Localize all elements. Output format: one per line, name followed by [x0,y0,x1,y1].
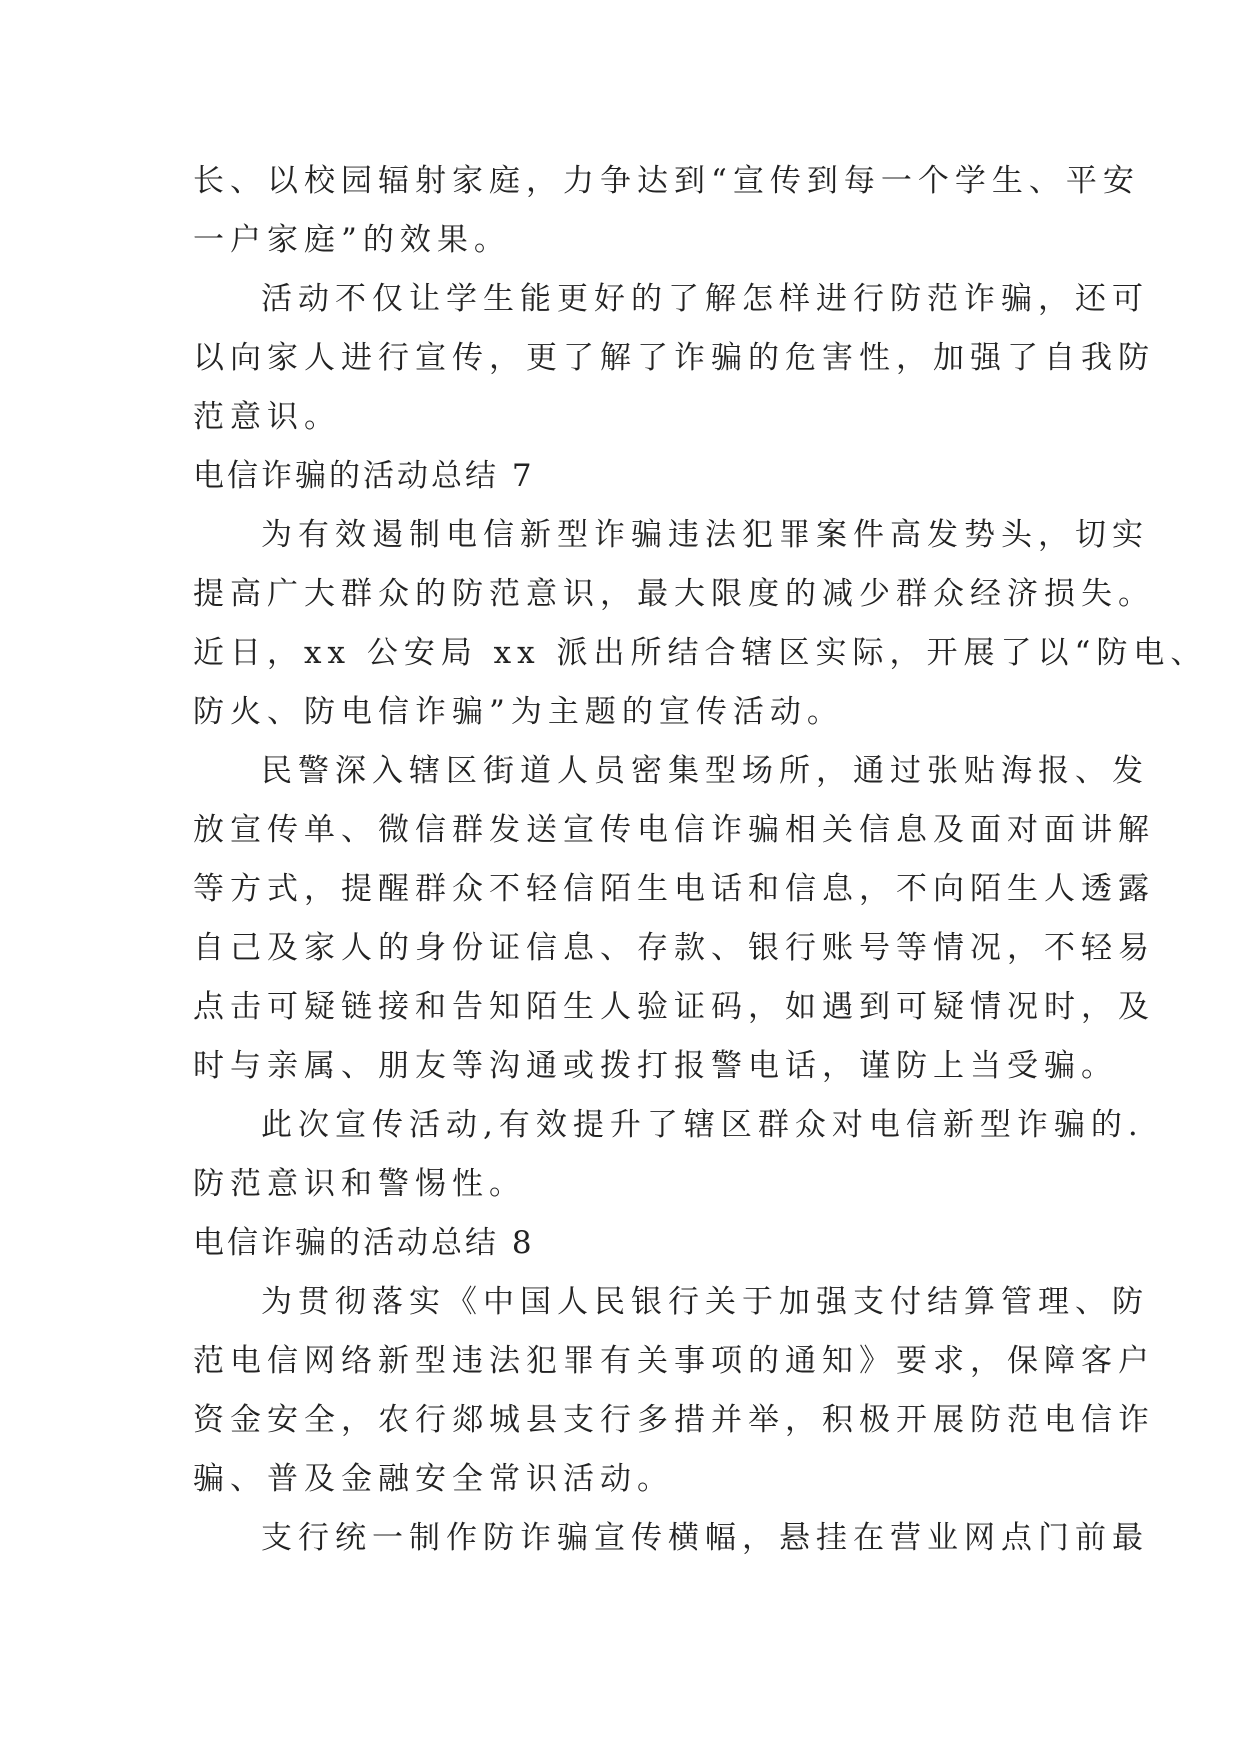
paragraph-line: 一户家庭”的效果。 [193,222,511,258]
paragraph-line: 此次宣传活动,有效提升了辖区群众对电信新型诈骗的. [261,1107,1144,1143]
paragraph-line: 自己及家人的身份证信息、存款、银行账号等情况，不轻易 [193,930,1155,966]
paragraph-line: 等方式，提醒群众不轻信陌生电话和信息，不向陌生人透露 [193,871,1155,907]
section-heading-7 [193,447,1063,506]
paragraph-1 [193,152,1140,270]
paragraph-4 [193,742,1155,1096]
paragraph-line: 提高广大群众的防范意识，最大限度的减少群众经济损失。 [193,576,1155,612]
paragraph-line: 范电信网络新型违法犯罪有关事项的通知》要求，保障客户 [193,1343,1155,1379]
paragraph-2 [193,270,1155,447]
section-heading: 电信诈骗的活动总结 7 [193,458,535,494]
paragraph-6 [193,1273,1155,1509]
paragraph-line: 为贯彻落实《中国人民银行关于加强支付结算管理、防 [261,1284,1149,1320]
paragraph-line: 骗、普及金融安全常识活动。 [193,1461,674,1497]
paragraph-line: 活动不仅让学生能更好的了解怎样进行防范诈骗，还可 [261,281,1149,317]
paragraph-line: 支行统一制作防诈骗宣传横幅，悬挂在营业网点门前最 [261,1520,1149,1556]
paragraph-line: 近日，xx 公安局 xx 派出所结合辖区实际，开展了以“防电、 [193,635,1208,671]
paragraph-line: 范意识。 [193,399,341,435]
section-heading-8 [193,1214,1063,1273]
paragraph-line: 防范意识和警惕性。 [193,1166,526,1202]
paragraph-7 [193,1509,1149,1568]
paragraph-line: 资金安全，农行郯城县支行多措并举，积极开展防范电信诈 [193,1402,1155,1438]
paragraph-line: 点击可疑链接和告知陌生人验证码，如遇到可疑情况时，及 [193,989,1155,1025]
paragraph-line: 时与亲属、朋友等沟通或拨打报警电话，谨防上当受骗。 [193,1048,1118,1084]
document-body [193,152,1208,1568]
paragraph-line: 为有效遏制电信新型诈骗违法犯罪案件高发势头，切实 [261,517,1149,553]
paragraph-line: 放宣传单、微信群发送宣传电信诈骗相关信息及面对面讲解 [193,812,1155,848]
paragraph-5 [193,1096,1144,1214]
paragraph-3 [193,506,1208,742]
paragraph-line: 民警深入辖区街道人员密集型场所，通过张贴海报、发 [261,753,1149,789]
section-heading: 电信诈骗的活动总结 8 [193,1225,535,1261]
paragraph-line: 长、以校园辐射家庭，力争达到“宣传到每一个学生、平安 [193,163,1140,199]
paragraph-line: 以向家人进行宣传，更了解了诈骗的危害性，加强了自我防 [193,340,1155,376]
paragraph-line: 防火、防电信诈骗”为主题的宣传活动。 [193,694,844,730]
